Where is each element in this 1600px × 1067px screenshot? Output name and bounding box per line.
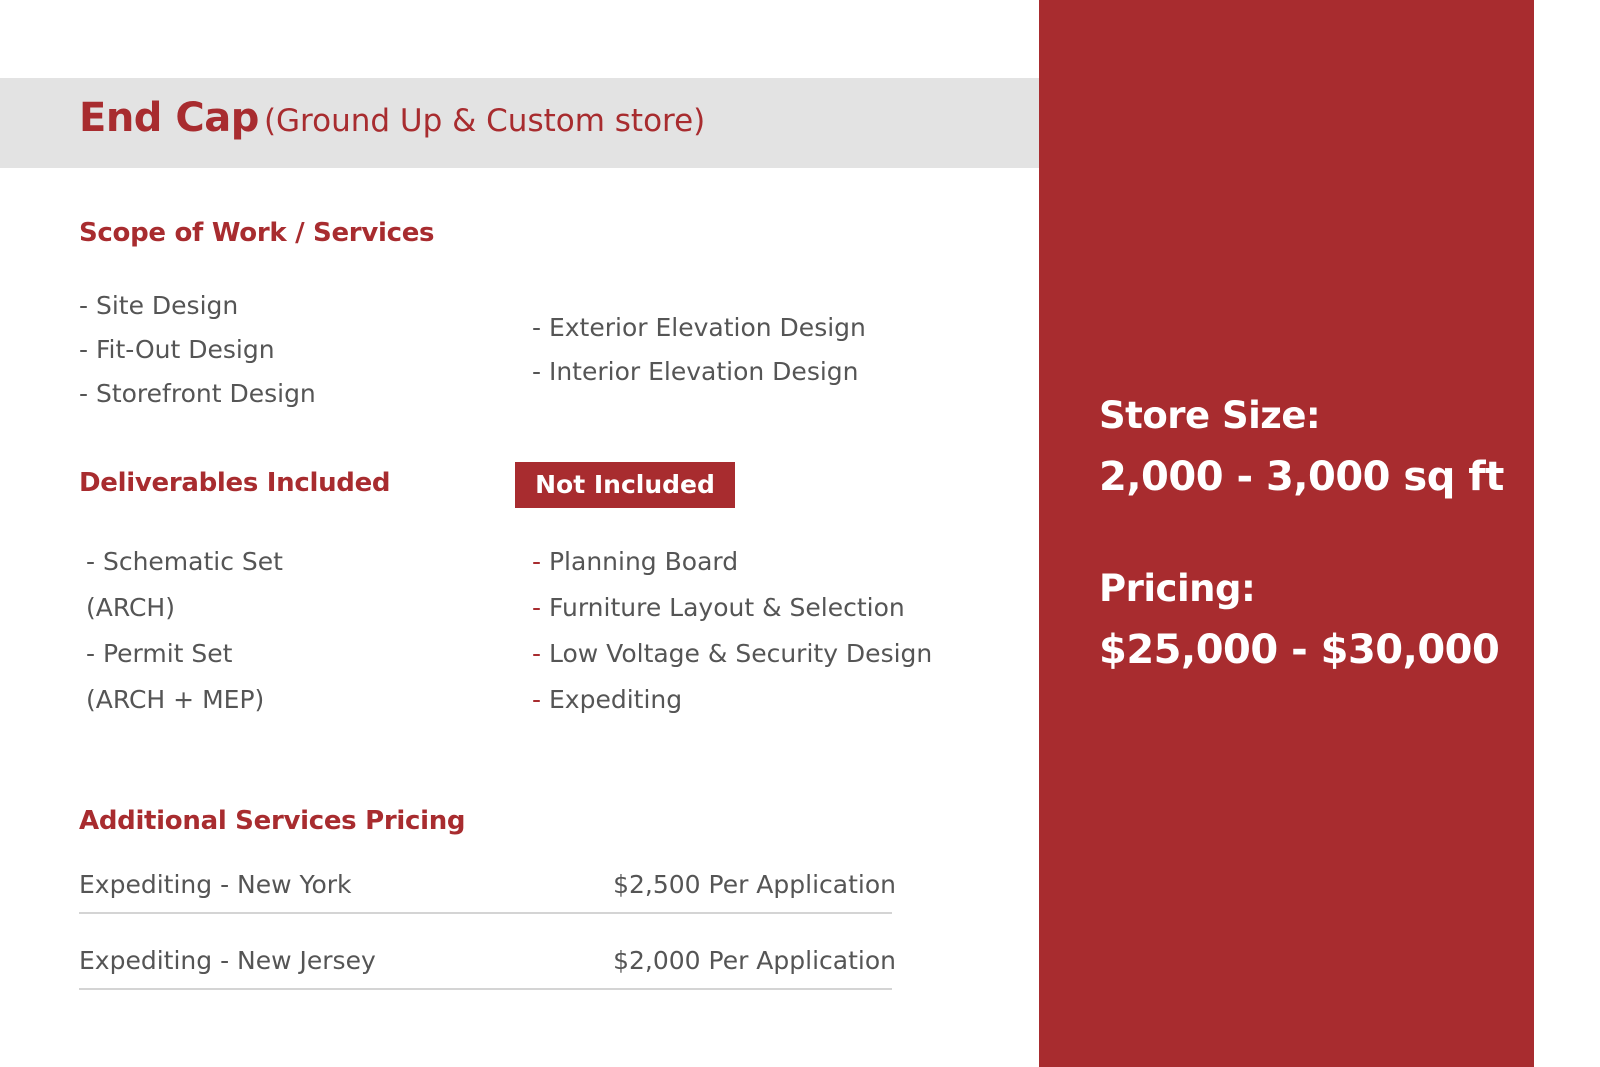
list-item (532, 539, 932, 585)
pricing-label: Expediting - New York (79, 870, 352, 899)
list-item-label: Low Voltage & Security Design (548, 639, 933, 668)
additional-heading: Additional Services Pricing (79, 806, 466, 836)
list-item (532, 677, 932, 723)
list-item: - Permit Set (86, 639, 233, 668)
list-item-label: Expediting (548, 685, 683, 714)
scope-list-right (532, 306, 866, 394)
list-item: - Interior Elevation Design (532, 357, 859, 386)
list-item: - Storefront Design (79, 379, 316, 408)
pricing-table (79, 866, 896, 990)
store-size-value: 2,000 - 3,000 sq ft (1099, 454, 1504, 500)
list-item (532, 631, 932, 677)
pricing-label: Expediting - New Jersey (79, 946, 376, 975)
not-included-badge: Not Included (515, 462, 735, 508)
bullet-dash: - (532, 593, 542, 622)
title-subtitle: (Ground Up & Custom store) (263, 103, 706, 139)
table-row (79, 866, 896, 914)
pricing-value: $25,000 - $30,000 (1099, 627, 1500, 673)
pricing-value: $2,000 Per Application (613, 946, 896, 975)
scope-heading: Scope of Work / Services (79, 218, 435, 248)
page-title (79, 90, 705, 154)
deliverables-list (86, 539, 283, 723)
list-item (532, 585, 932, 631)
scope-list-left (79, 284, 316, 416)
list-item: - Exterior Elevation Design (532, 313, 866, 342)
store-size-label: Store Size: (1099, 394, 1321, 437)
list-item: - Schematic Set (86, 547, 283, 576)
list-item: (ARCH) (86, 593, 175, 622)
list-item: - Site Design (79, 291, 239, 320)
table-row (79, 942, 896, 990)
pricing-value: $2,500 Per Application (613, 870, 896, 899)
bullet-dash: - (532, 685, 542, 714)
title-main: End Cap (79, 95, 259, 141)
list-item: - Fit-Out Design (79, 335, 275, 364)
bullet-dash: - (532, 639, 542, 668)
list-item-label: Planning Board (548, 547, 739, 576)
bullet-dash: - (532, 547, 542, 576)
list-item: (ARCH + MEP) (86, 685, 265, 714)
list-item-label: Furniture Layout & Selection (548, 593, 905, 622)
summary-panel (1039, 0, 1534, 1067)
deliverables-heading: Deliverables Included (79, 468, 391, 498)
not-included-list (532, 539, 932, 723)
pricing-label: Pricing: (1099, 567, 1256, 610)
